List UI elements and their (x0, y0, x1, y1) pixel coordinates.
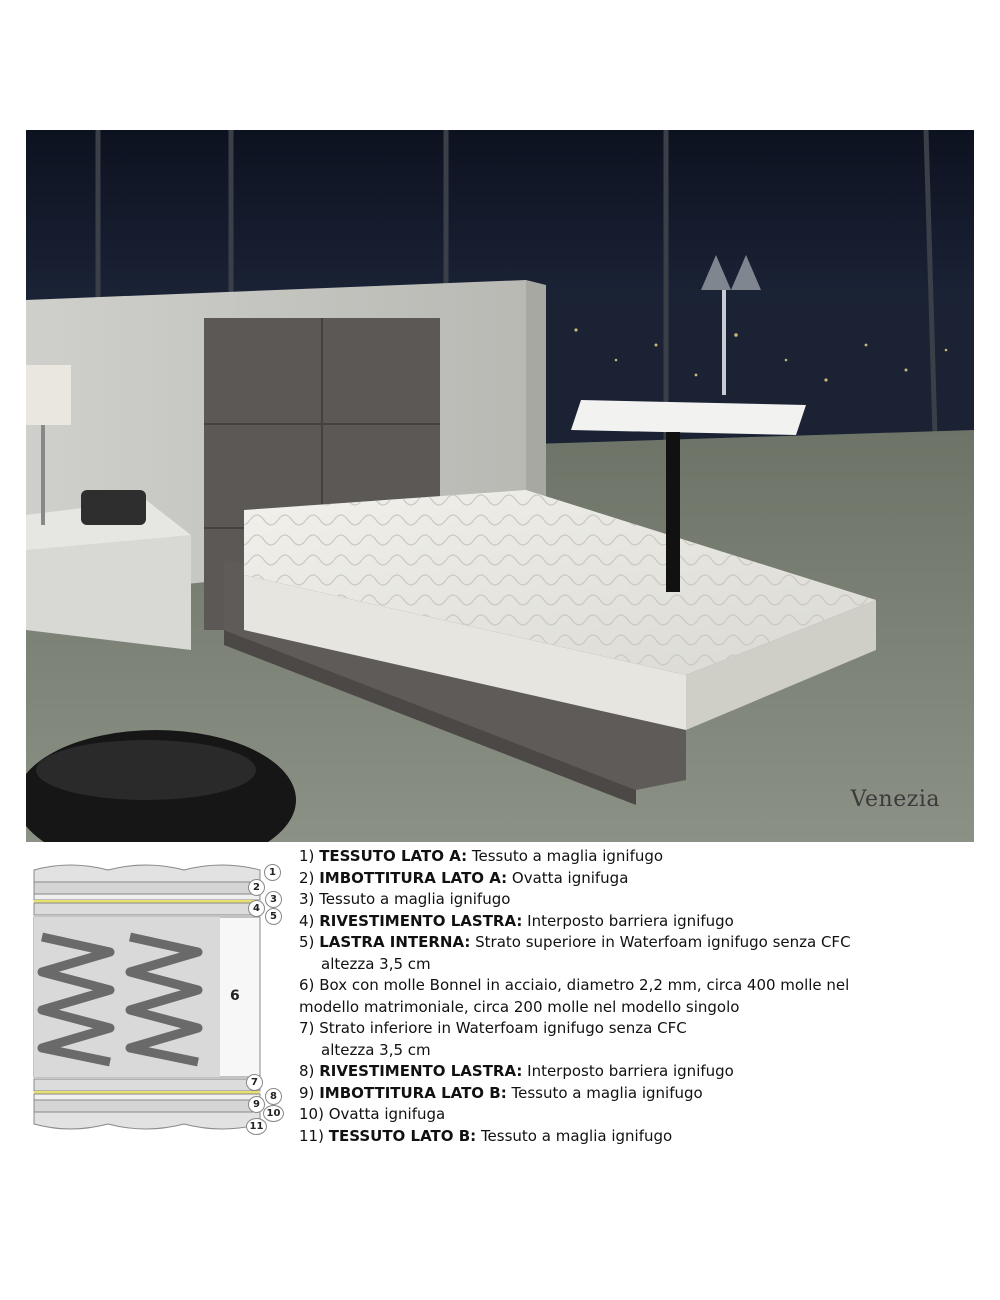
layer-label-10: 10 (263, 1105, 284, 1122)
spec-item-5: 5) LASTRA INTERNA: Strato superiore in Waterfoam ignifugo senza CFC (299, 933, 851, 951)
spec-item-5-continuation: altezza 3,5 cm (321, 954, 431, 973)
spec-item-1: 1) TESSUTO LATO A: Tessuto a maglia ignifugo (299, 847, 664, 865)
mattress-cross-section-diagram (30, 862, 284, 1140)
layer-label-4: 4 (248, 900, 265, 917)
spec-item-6: 6) Box con molle Bonnel in acciaio, diametro 2,2 mm, circa 400 molle nel (299, 976, 850, 994)
product-photo (26, 130, 974, 842)
spec-item-6-continuation: modello matrimoniale, circa 200 molle nel modello singolo (299, 997, 740, 1016)
cross-section-drawing (30, 862, 284, 1140)
spec-item-10: 10) Ovatta ignifuga (299, 1105, 446, 1123)
layer-label-3: 3 (265, 891, 282, 908)
layer-label-11: 11 (246, 1118, 267, 1135)
layer-specifications-list (299, 846, 979, 1147)
layer-label-6: 6 (230, 988, 240, 1004)
layer-label-7: 7 (246, 1074, 263, 1091)
spec-item-7: 7) Strato inferiore in Waterfoam ignifugo senza CFC (299, 1019, 687, 1037)
layer-label-9: 9 (248, 1096, 265, 1113)
product-name-caption: Venezia (850, 787, 940, 812)
bedroom-scene-illustration (26, 130, 974, 842)
layer-label-8: 8 (265, 1088, 282, 1105)
spec-item-9: 9) IMBOTTITURA LATO B: Tessuto a maglia ignifugo (299, 1083, 703, 1102)
layer-label-1: 1 (264, 864, 281, 881)
spec-item-3: 3) Tessuto a maglia ignifugo (299, 890, 511, 908)
spec-item-7-continuation: altezza 3,5 cm (321, 1040, 431, 1059)
spec-item-2: 2) IMBOTTITURA LATO A: Ovatta ignifuga (299, 868, 629, 887)
spec-item-11: 11) TESSUTO LATO B: Tessuto a maglia ignifugo (299, 1126, 673, 1145)
spec-item-8: 8) RIVESTIMENTO LASTRA: Interposto barriera ignifugo (299, 1062, 734, 1080)
layer-label-2: 2 (248, 879, 265, 896)
spec-item-4: 4) RIVESTIMENTO LASTRA: Interposto barriera ignifugo (299, 911, 734, 930)
layer-label-5: 5 (265, 908, 282, 925)
